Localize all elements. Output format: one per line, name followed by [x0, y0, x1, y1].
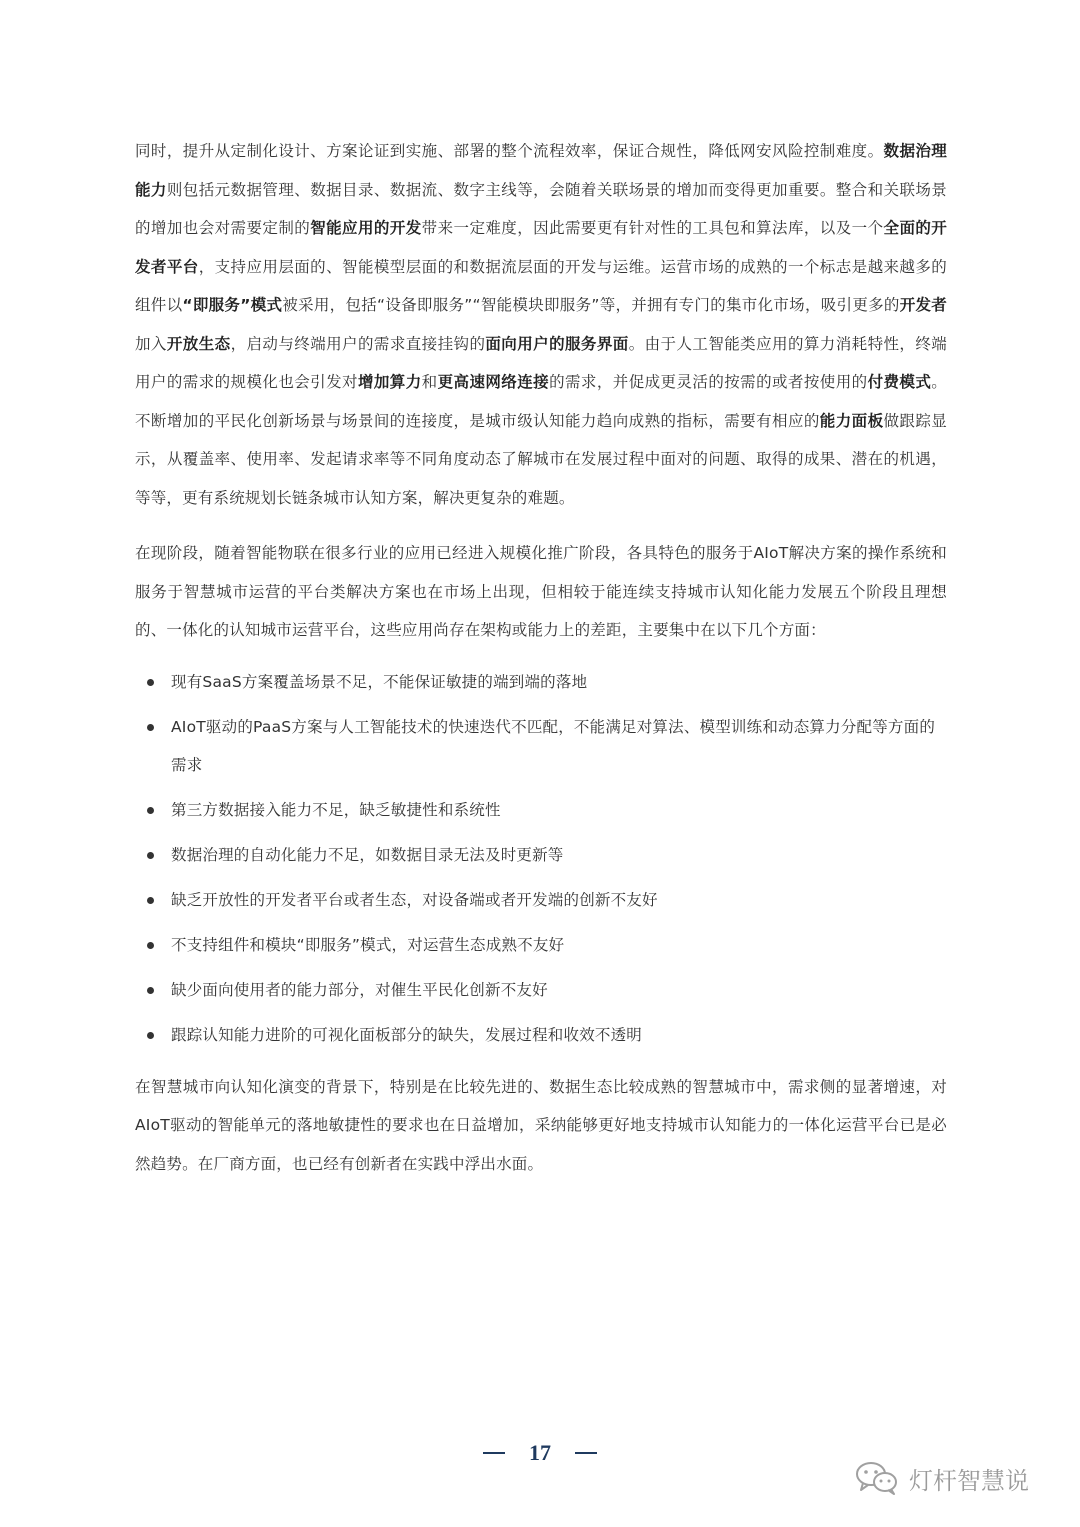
bullet-dot-icon — [147, 942, 154, 949]
bold-phrase: 开放生态 — [166, 334, 231, 353]
footer-dash-left — [483, 1452, 505, 1454]
paragraph-1 — [135, 132, 947, 517]
bold-phrase: 全面的开发者平台 — [135, 219, 947, 276]
page-content — [135, 132, 947, 1183]
text-run: 加入 — [135, 334, 167, 353]
bold-phrase: 更高速网络连接 — [437, 373, 550, 391]
list-item — [135, 836, 947, 875]
wechat-icon — [855, 1460, 899, 1496]
list-item — [135, 971, 947, 1010]
bullet-dot-icon — [147, 852, 154, 859]
list-item — [135, 663, 947, 702]
list-item-text: 不支持组件和模块“即服务”模式，对运营生态成熟不友好 — [171, 936, 565, 954]
list-item — [135, 881, 947, 920]
list-item-text: 跟踪认知能力进阶的可视化面板部分的缺失，发展过程和收效不透明 — [171, 1026, 643, 1044]
bullet-dot-icon — [147, 724, 154, 731]
paragraph-3: 在智慧城市向认知化演变的背景下，特别是在比较先进的、数据生态比较成熟的智慧城市中，需求侧的显著增速，对AIoT驱动的智能单元的落地敏捷性的要求也在日益增加，采纳能够更好地支持城市认知能力的一体化运营平台已是必然趋势。在厂商方面，也已经有创新者在实践中浮出水面。 — [135, 1077, 947, 1173]
bullet-dot-icon — [147, 897, 154, 904]
list-item — [135, 926, 947, 965]
list-item-text: 缺乏开放性的开发者平台或者生态，对设备端或者开发端的创新不友好 — [171, 891, 658, 909]
text-run: 。不断增加的平民化创新场景与场景间的连接度，是城市级认知能力趋向成熟的指标，需要有相应的 — [135, 373, 947, 430]
bold-phrase: 付费模式 — [867, 373, 932, 391]
text-run: ，启动与终端用户的需求直接挂钩的 — [230, 334, 486, 353]
bullet-dot-icon — [147, 807, 154, 814]
list-item-text: AIoT驱动的PaaS方案与人工智能技术的快速迭代不匹配，不能满足对算法、模型训练和动态算力分配等方面的需求 — [171, 717, 936, 774]
bold-phrase: 能力面板 — [819, 411, 884, 430]
text-run: 做跟踪显示，从覆盖率、使用率、发起请求率等不同角度动态了解城市在发展过程中面对的问题、取得的成果、潜在的机遇，等等，更有系统规划长链条城市认知方案，解决更复杂的难题。 — [135, 411, 947, 507]
text-run: 则包括元数据管理、数据目录、数据流、数字主线等，会随着关联场景的增加而变得更加重要。整合和关联场景的增加也会对需要定制的 — [135, 180, 947, 237]
bold-phrase: “即服务”模式 — [182, 296, 283, 314]
text-run: 同时，提升从定制化设计、方案论证到实施、部署的整个流程效率，保证合规性，降低网安风险控制难度。 — [135, 142, 884, 160]
watermark-text: 灯杆智慧说 — [909, 1466, 1029, 1495]
bold-phrase: 数据治理能力 — [135, 142, 947, 199]
bold-phrase: 开发者 — [899, 296, 947, 314]
text-run: 被采用，包括“设备即服务”“智能模块即服务”等，并拥有专门的集市化市场，吸引更多的 — [282, 296, 900, 314]
text-run: 带来一定难度，因此需要更有针对性的工具包和算法库，以及一个 — [421, 219, 884, 237]
bullet-list — [135, 663, 947, 1055]
list-item — [135, 708, 947, 785]
bullet-dot-icon — [147, 1032, 154, 1039]
page-number: 17 — [529, 1440, 551, 1465]
bold-phrase: 增加算力 — [357, 373, 422, 391]
list-item-text: 数据治理的自动化能力不足，如数据目录无法及时更新等 — [171, 846, 564, 864]
text-run: 和 — [421, 373, 438, 391]
bold-phrase: 面向用户的服务界面 — [485, 334, 629, 353]
list-item — [135, 791, 947, 830]
list-item — [135, 1016, 947, 1055]
paragraph-2: 在现阶段，随着智能物联在很多行业的应用已经进入规模化推广阶段，各具特色的服务于AIoT解决方案的操作系统和服务于智慧城市运营的平台类解决方案也在市场上出现，但相较于能连续支持城市认知化能力发展五个阶段且理想的、一体化的认知城市运营平台，这些应用尚存在架构或能力上的差距，主要集中在以下几个方面： — [135, 544, 947, 639]
footer-dash-right — [575, 1452, 597, 1454]
list-item-text: 第三方数据接入能力不足，缺乏敏捷性和系统性 — [171, 801, 501, 819]
list-item-text: 缺少面向使用者的能力部分，对催生平民化创新不友好 — [171, 981, 548, 999]
bullet-dot-icon — [147, 987, 154, 994]
text-run: 。由于人工智能类应用的算力消耗特性，终端用户的需求的规模化也会引发对 — [135, 334, 947, 391]
bullet-dot-icon — [147, 679, 154, 686]
text-run: 的需求，并促成更灵活的按需的或者按使用的 — [549, 373, 868, 391]
bold-phrase: 智能应用的开发 — [310, 219, 422, 237]
watermark — [855, 1458, 1029, 1498]
list-item-text: 现有SaaS方案覆盖场景不足，不能保证敏捷的端到端的落地 — [171, 672, 588, 691]
text-run: ，支持应用层面的、智能模型层面的和数据流层面的开发与运维。运营市场的成熟的一个标志是越来越多的组件以 — [135, 257, 947, 314]
